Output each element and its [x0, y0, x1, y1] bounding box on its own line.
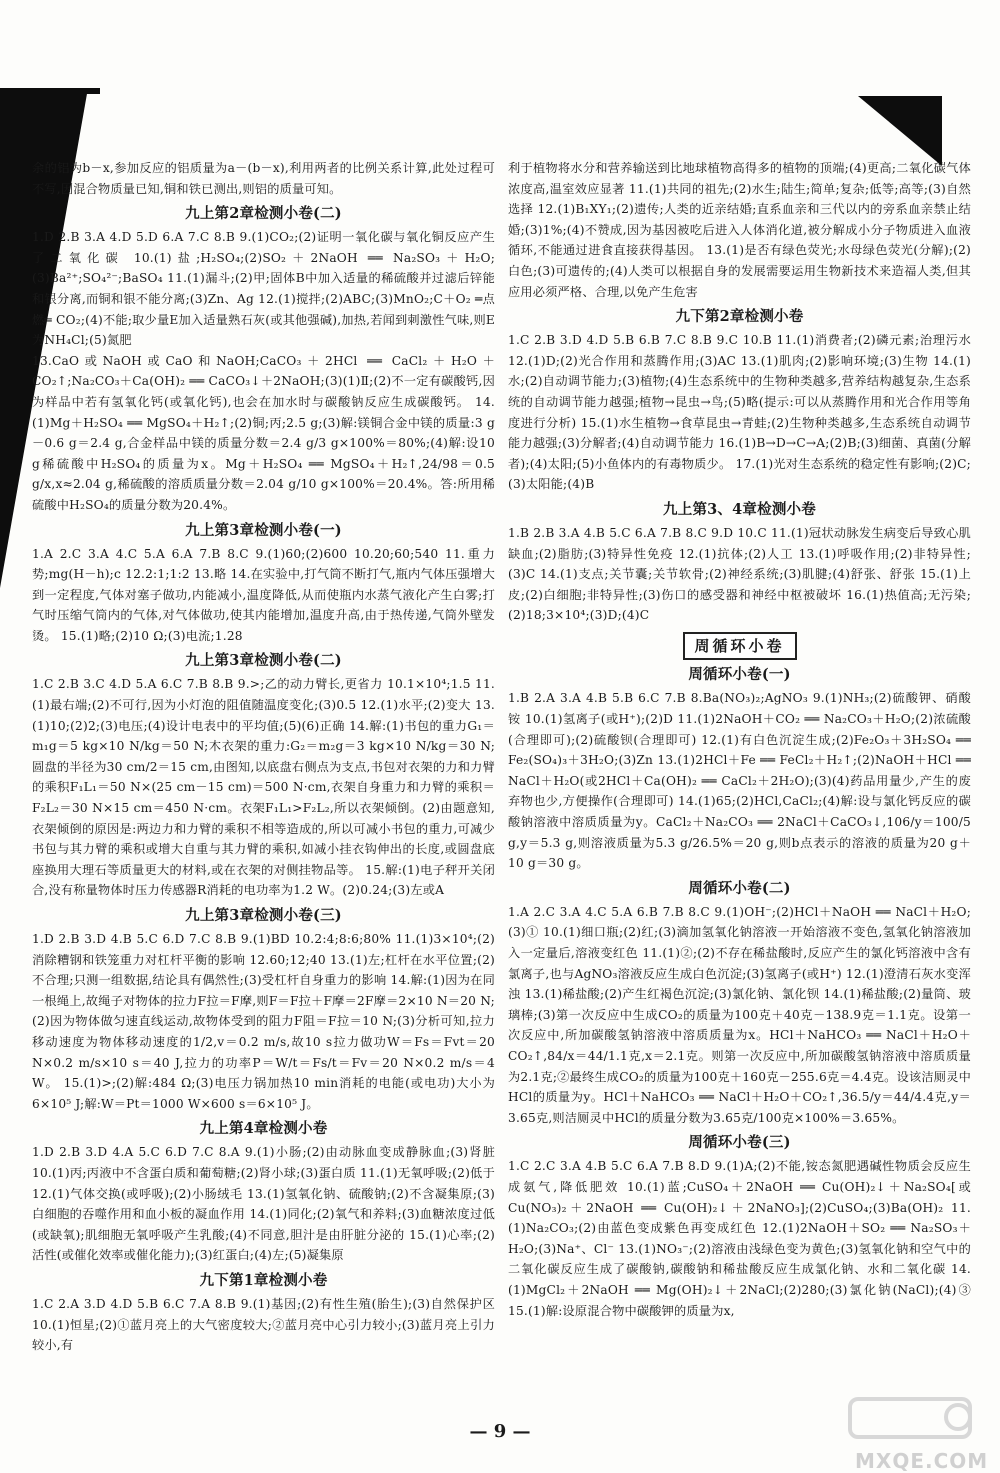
answer-paragraph: 余的铝为b－x,参加反应的铝质量为a－(b－x),利用两者的比例关系计算,此处过程可不写,因混合物质量已知,铜和铁已测出,则铝的质量可知。 — [32, 161, 495, 196]
section-heading: 周循环小卷(三) — [688, 1134, 791, 1152]
answer-paragraph: 1.B 2.B 3.A 4.B 5.C 6.A 7.B 8.C 9.D 10.C 11.(1)冠状动脉发生病变后导致心肌缺血;(2)脂肪;(3)特异性免疫 12.(1)抗体;(2)人工 13.(1)呼吸作用;(2)非特异性;(3)C 14.(1)支点;关节囊;关节软骨;(2)神经系统;(3)肌腱;(4)舒张、舒张 15.(1)上皮;(2)白细胞;非特异性;(3)伤口的感受器和神经中枢被破坏 16.(1)热值高;无污染;(2)18;3×10⁴;(3)D;(4)C — [508, 525, 971, 623]
section-heading: 九上第3章检测小卷(一) — [185, 521, 342, 539]
section-heading: 九上第3章检测小卷(二) — [185, 652, 342, 670]
section-banner: 周循环小卷 — [683, 632, 797, 661]
section-heading: 九上第3章检测小卷(三) — [185, 907, 342, 924]
watermark-text: MXQE.COM — [855, 1449, 989, 1473]
answer-paragraph: 1.C 2.B 3.C 4.D 5.A 6.C 7.B 8.B 9.>;乙的动力臂长,更省力 10.1×10⁴;1.5 11.(1)最右端;(2)不可行,因为小灯泡的阻值随温度变化;(3)0.5 12.(1)水平;(2)变大 13.(1)10;(2)2;(3)电压;(4)设计电表中的平均值;(5)(6)正确 14.解:(1)书包的重力G₁＝m₁g＝5 kg×10 N/kg＝50 N;木衣架的重力:G₂＝m₂g＝3 kg×10 N/kg＝30 N;圆盘的半径为30 cm/2＝15 cm,由图知,以底盘右侧点为支点,书包对衣架的力和力臂的乘积F₁L₁＝50 N×(25 cm－15 cm)＝500 N·cm,衣架自身重力和力臂的乘积＝F₂L₂＝30 N×15 cm＝450 N·cm。衣架F₁L₁>F₂L₂,所以衣架倾倒。(2)由题意知,衣架倾倒的原因是:两边力和力臂的乘积不相等造成的,所以可减小书包的重力,可减少书包与其力臂的乘积或增大自重与其力臂的乘积,如减小挂衣钩伸出的长度,或圆盘底座换用大理石等质量更大的材料,或在衣架的对侧挂物品等。 15.解:(1)电子秤开关闭合,没有称量物体时压力传感器R消耗的电功率为1.2 W。(2)0.24;(3)左或A — [32, 677, 495, 898]
section-heading: 周循环小卷(二) — [688, 879, 791, 897]
section-heading: 周循环小卷(一) — [688, 666, 791, 684]
answer-paragraph: 1.C 2.C 3.A 4.B 5.C 6.A 7.B 8.D 9.(1)A;(2)不能,铵态氮肥遇碱性物质会反应生成氨气,降低肥效 10.(1)蓝;CuSO₄＋2NaOH ══ Cu(OH)₂↓＋Na₂SO₄[或Cu(NO₃)₂＋2NaOH ══ Cu(OH)₂↓＋2NaNO₃];(2)CuSO₄;(3)Ba(OH)₂ 11.(1)Na₂CO₃;(2)由蓝色变成紫色再变成红色 12.(1)2NaOH＋SO₂ ══ Na₂SO₃＋H₂O;(3)Na⁺、Cl⁻ 13.(1)NO₃⁻;(2)溶液由浅绿色变为黄色;(3)氢氧化钠和空气中的二氧化碳反应生成了碳酸钠,碳酸钠和稀盐酸反应生成氯化钠、水和二氧化碳 14.(1)MgCl₂＋2NaOH ══ Mg(OH)₂↓＋2NaCl;(2)280;(3)氯化钠(NaCl);(4)③ 15.(1)解:设原混合物中碳酸钾的质量为x, — [508, 1159, 971, 1318]
answer-paragraph: 1.C 2.A 3.D 4.D 5.B 6.C 7.A 8.B 9.(1)基因;(2)有性生殖(胎生);(3)自然保护区 10.(1)恒星;(2)①蓝月亮上的大气密度较大;②蓝月亮中心引力较小;(3)蓝月亮上引力较小,有 — [32, 1296, 495, 1353]
answer-paragraph: 13.CaO或NaOH或CaO和NaOH;CaCO₃＋2HCl ══ CaCl₂＋H₂O＋CO₂↑;Na₂CO₃＋Ca(OH)₂ ══ CaCO₃↓＋2NaOH;(3)(1)Ⅱ;(2)不一定有碳酸钙,因为样品中若有氢氧化钙(或氧化钙),也会在加水时与碳酸钠反应生成碳酸钙。 14.(1)Mg＋H₂SO₄ ══ MgSO₄＋H₂↑;(2)铜;丙;2.5 g;(3)解:镁铜合金中镁的质量:3 g－0.6 g＝2.4 g,合金样品中镁的质量分数＝2.4 g/3 g×100%＝80%;(4)解:设10 g稀硫酸中H₂SO₄的质量为x。Mg＋H₂SO₄ ══ MgSO₄＋H₂↑,24/98＝0.5 g/x,x≈2.04 g,稀硫酸的溶质质量分数＝2.04 g/10 g×100%＝20.4%。答:所用稀硫酸中H₂SO₄的质量分数为20.4%。 — [32, 353, 495, 512]
section-heading: 九上第3、4章检测小卷 — [663, 500, 816, 518]
scan-shadow-right — [858, 96, 942, 166]
answer-paragraph: 1.B 2.A 3.A 4.B 5.B 6.C 7.B 8.Ba(NO₃)₂;AgNO₃ 9.(1)NH₃;(2)硫酸钾、硝酸铵 10.(1)氢离子(或H⁺);(2)D 11.(1)2NaOH＋CO₂ ══ Na₂CO₃＋H₂O;(2)浓硫酸(合理即可);(2)硫酸钡(合理即可) 12.(1)有白色沉淀生成;(2)Fe₂O₃＋3H₂SO₄ ══ Fe₂(SO₄)₃＋3H₂O;(3)Zn 13.(1)2HCl＋Fe ══ FeCl₂＋H₂↑;(2)NaOH＋HCl ══ NaCl＋H₂O(或2HCl＋Ca(OH)₂ ══ CaCl₂＋2H₂O);(3)(4)药品用量少,产生的废弃物也少,方便操作(合理即可) 14.(1)65;(2)HCl,CaCl₂;(4)解:设与氯化钙反应的碳酸钠溶液中溶质质量为y。CaCl₂＋Na₂CO₃ ══ 2NaCl＋CaCO₃↓,106/y＝100/5 g,y＝5.3 g,则溶液质量为5.3 g/26.5%＝20 g,则b点表示的溶液的质量为20 g＋10 g＝30 g。 — [508, 691, 971, 871]
answer-paragraph: 1.D 2.B 3.D 4.A 5.C 6.D 7.C 8.A 9.(1)小肠;(2)由动脉血变成静脉血;(3)肾脏 10.(1)丙;丙液中不含蛋白质和葡萄糖;(2)肾小球;(3)蛋白质 11.(1)无氧呼吸;(2)低于 12.(1)气体交换(或呼吸);(2)小肠绒毛 13.(1)氢氧化钠、硫酸钠;(2)不含凝集原;(3)白细胞的吞噬作用和血小板的凝血作用 14.(1)同化;(2)氧气和养料;(3)血糖浓度过低(或缺氧);肌细胞无氧呼吸产生乳酸;(4)不同意,胆汁是由肝脏分泌的 15.(1)心率;(2)活性(或催化效率或催化能力);(3)红蛋白;(4)左;(5)凝集原 — [32, 1145, 495, 1263]
page-number-value: 9 — [493, 1421, 507, 1442]
left-column — [32, 158, 495, 1356]
answer-paragraph: 利于植物将水分和营养输送到比地球植物高得多的植物的顶端;(4)更高;二氧化碳气体浓度高,温室效应显著 11.(1)共同的祖先;(2)水生;陆生;简单;复杂;低等;高等;(3)自然选择 12.(1)B₁XY₁;(2)遗传;人类的近亲结婚;直系血亲和三代以内的旁系血亲禁止结婚;(3)1%;(4)不赞成,因为基因被吃后进入人体消化道,被分解成小分子物质进入血液循环,不能通过进食直接获得基因。 13.(1)是否有绿色荧光;水母绿色荧光(分解);(2)白色;(3)可遗传的;(4)人类可以根据自身的发展需要运用生物新技术来造福人类,但其应用必须严格、合理,以免产生危害 — [508, 161, 971, 299]
section-heading: 九下第1章检测小卷 — [199, 1271, 328, 1289]
answer-paragraph: 1.D 2.B 3.D 4.B 5.C 6.D 7.C 8.B 9.(1)BD 10.2:4;8:6;80% 11.(1)3×10⁴;(2)消除糟钢和铁笼重力对杠杆平衡的影响 12.60;12;40 13.(1)左;杠杆在水平位置;(2)不合理;只测一组数据,结论具有偶然性;(3)受杠杆自身重力的影响 14.解:(1)因为在同一根绳上,故绳子对物体的拉力F拉＝F摩,则F＝F拉＋F摩＝2F摩＝2×10 N＝20 N;(2)因为物体做匀速直线运动,故物体受到的阻力F阻＝F拉＝10 N;(3)分析可知,拉力移动速度为物体移动速度的1/2,v＝0.2 m/s,故10 s拉力做功W＝Fs＝Fvt＝20 N×0.2 m/s×10 s＝40 J,拉力的功率P＝W/t＝Fs/t＝Fv＝20 N×0.2 m/s＝4 W。 15.(1)>;(2)解:484 Ω;(3)电压力锅加热10 min消耗的电能(或电功)大小为6×10⁵ J;解:W＝Pt＝1000 W×600 s＝6×10⁵ J。 — [32, 932, 495, 1111]
answer-paragraph: 1.A 2.C 3.A 4.C 5.A 6.A 7.B 8.C 9.(1)60;(2)600 10.20;60;540 11.重力势;mg(H－h);c 12.2:1;1:2 13.略 14.在实验中,打气筒不断打气,瓶内气体压强增大到一定程度,气体对塞子做功,内能减小,温度降低,从而使瓶内水蒸气液化产生白雾;打气时压缩气筒内的气体,对气体做功,使其内能增加,温度升高,由于热传递,气筒外壁发烫。 15.(1)略;(2)10 Ω;(3)电流;1.28 — [32, 546, 495, 643]
page-number: — 9 — — [469, 1421, 531, 1442]
scan-shadow-top — [0, 88, 100, 94]
section-heading: 九下第2章检测小卷 — [675, 308, 804, 326]
section-heading: 九上第2章检测小卷(二) — [185, 205, 342, 223]
answer-paragraph: 1.D 2.B 3.A 4.D 5.D 6.A 7.C 8.B 9.(1)CO₂;(2)证明一氧化碳与氧化铜反应产生了二氧化碳 10.(1)盐;H₂SO₄;(2)SO₂＋2NaOH ══ Na₂SO₃＋H₂O;(3)Ba²⁺;SO₄²⁻;BaSO₄ 11.(1)漏斗;(2)甲;固体B中加入适量的稀硫酸并过滤后锌能和银分离,而铜和银不能分离;(3)Zn、Ag 12.(1)搅拌;(2)ABC;(3)MnO₂;C＋O₂ ═点燃═ CO₂;(4)不能;取少量E加入适量熟石灰(或其他强碱),加热,若闻到刺激性气味,则E为NH₄Cl;(5)氮肥 — [32, 230, 495, 348]
right-column — [508, 158, 971, 1321]
section-heading: 九上第4章检测小卷 — [199, 1120, 328, 1138]
answer-paragraph: 1.C 2.B 3.D 4.D 5.B 6.B 7.C 8.B 9.C 10.B 11.(1)消费者;(2)磷元素;治理污水 12.(1)D;(2)光合作用和蒸腾作用;(3)AC 13.(1)肌肉;(2)影响环境;(3)生物 14.(1)水;(2)自动调节能力;(3)植物;(4)生态系统中的生物种类越多,营养结构越复杂,生态系统的自动调节能力越强;植物→昆虫→鸟;(5)略(提示:可以从蒸腾作用和光合作用等角度进行分析) 15.(1)水生植物→食草昆虫→青蛙;(2)生物种类越多,生态系统自动调节能力越强;(3)分解者;(4)自动调节能力 16.(1)B→D→C→A;(2)B;(3)细菌、真菌(分解者);(4)太阳;(5)小鱼体内的有毒物质少。 17.(1)光对生态系统的稳定性有影响;(2)C;(3)太阳能;(4)B — [508, 333, 971, 492]
answer-paragraph: 1.A 2.C 3.A 4.C 5.A 6.B 7.B 8.C 9.(1)OH⁻;(2)HCl＋NaOH ══ NaCl＋H₂O;(3)① 10.(1)细口瓶;(2)红;(3)滴加氢氧化钠溶液一开始溶液不变色,氢氧化钠溶液加入一定量后,溶液变红色 11.(1)②;(2)不存在稀盐酸时,反应产生的氯化钙溶液中含有氯离子,也与AgNO₃溶液反应生成白色沉淀;(3)氢离子(或H⁺) 12.(1)澄清石灰水变浑浊 13.(1)稀盐酸;(2)产生红褐色沉淀;(3)氯化钠、氯化钡 14.(1)稀盐酸;(2)量筒、玻璃棒;(3)第一次反应中生成CO₂的质量为100克＋40克－138.9克＝1.1克。设第一次反应中,所加碳酸氢钠溶液中溶质质量为x。HCl＋NaHCO₃ ══ NaCl＋H₂O＋CO₂↑,84/x＝44/1.1克,x＝2.1克。则第一次反应中,所加碳酸氢钠溶液中溶质质量为2.1克;②最终生成CO₂的质量为100克＋160克－255.6克＝4.4克。设该洁厕灵中HCl的质量为y。HCl＋NaHCO₃ ══ NaCl＋H₂O＋CO₂↑,36.5/y＝44/4.4克,y＝3.65克,则洁厕灵中HCl的质量分数为3.65克/100克×100%＝3.65%。 — [508, 904, 971, 1125]
